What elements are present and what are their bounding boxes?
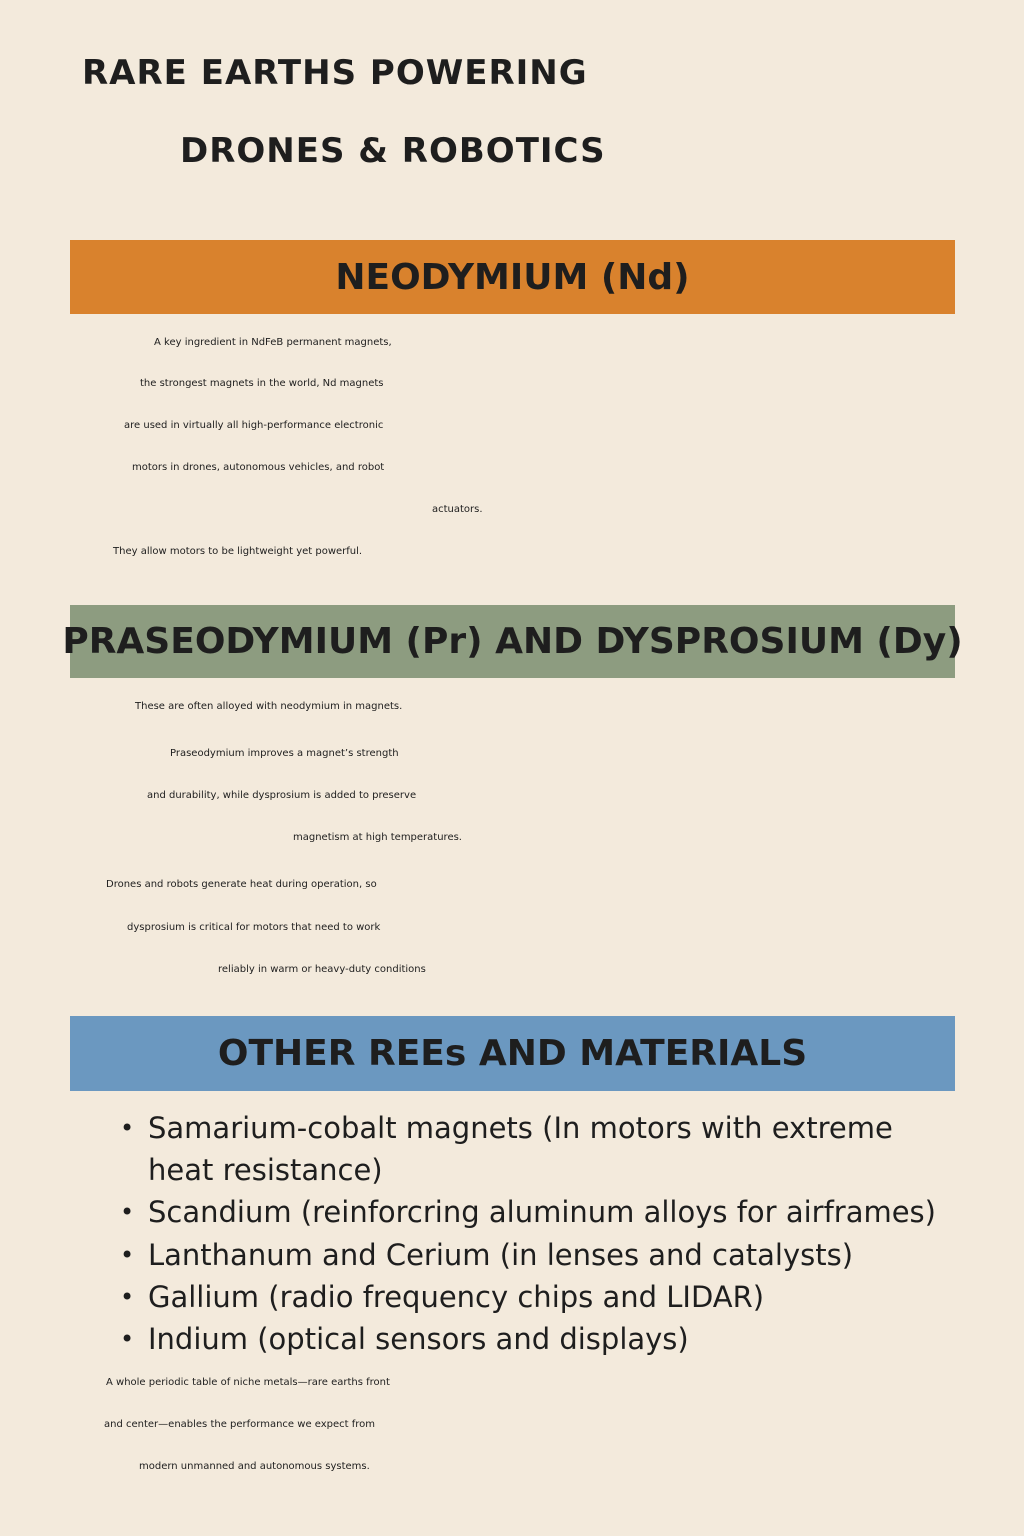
material-list-item [120,1322,689,1356]
page-title-line-1: RARE EARTHS POWERING [82,53,588,93]
closing-text-line: and center—enables the performance we expect from [104,1419,376,1430]
material-list-item-text: Scandium (reinforcring aluminum alloys for airframes) [148,1195,936,1229]
material-list-item-text: Gallium (radio frequency chips and LIDAR) [148,1280,765,1314]
material-list-item [120,1111,893,1145]
material-list-item [120,1195,936,1229]
material-list-item-text: Indium (optical sensors and displays) [148,1322,689,1356]
material-list-item [120,1280,765,1314]
praseodymium-dysprosium-text-line: These are often alloyed with neodymium in magnets. [135,701,403,712]
neodymium-heading-banner [70,240,955,314]
neodymium-text-line: They allow motors to be lightweight yet powerful. [113,546,363,557]
neodymium-text-line: A key ingredient in NdFeB permanent magnets, [154,337,392,348]
other-rees-heading-banner [70,1016,955,1091]
closing-text-line: modern unmanned and autonomous systems. [139,1461,370,1472]
praseodymium-dysprosium-text-line: reliably in warm or heavy-duty conditions [218,964,426,975]
praseodymium-dysprosium-heading: PRASEODYMIUM (Pr) AND DYSPROSIUM (Dy) [62,621,963,662]
closing-text-line: A whole periodic table of niche metals—rare earths front [106,1377,390,1388]
page-title-line-2: DRONES & ROBOTICS [180,131,606,171]
bullet-icon: • [120,1325,135,1353]
material-list-item-text: Lanthanum and Cerium (in lenses and catalysts) [148,1238,854,1272]
material-list-item-continuation: heat resistance) [148,1153,383,1187]
bullet-icon: • [120,1114,135,1142]
praseodymium-dysprosium-text-line: Drones and robots generate heat during operation, so [106,879,377,890]
praseodymium-dysprosium-text-line: magnetism at high temperatures. [293,832,462,843]
neodymium-text-line: motors in drones, autonomous vehicles, and robot [132,462,385,473]
bullet-icon: • [120,1198,135,1226]
other-rees-heading: OTHER REEs AND MATERIALS [217,1033,808,1074]
neodymium-text-line: actuators. [432,504,483,515]
neodymium-heading: NEODYMIUM (Nd) [335,256,690,298]
praseodymium-dysprosium-text-line: and durability, while dysprosium is added to preserve [147,790,417,801]
neodymium-text-line: are used in virtually all high-performance electronic [124,420,384,431]
bullet-icon: • [120,1283,135,1311]
material-list-item-text: Samarium-cobalt magnets (In motors with extreme [148,1111,893,1145]
praseodymium-dysprosium-text-line: Praseodymium improves a magnet’s strength [170,748,399,759]
material-list-item [120,1238,854,1272]
praseodymium-dysprosium-heading-banner [62,605,963,678]
neodymium-text-line: the strongest magnets in the world, Nd magnets [140,378,384,389]
praseodymium-dysprosium-text-line: dysprosium is critical for motors that need to work [127,922,381,933]
bullet-icon: • [120,1241,135,1269]
